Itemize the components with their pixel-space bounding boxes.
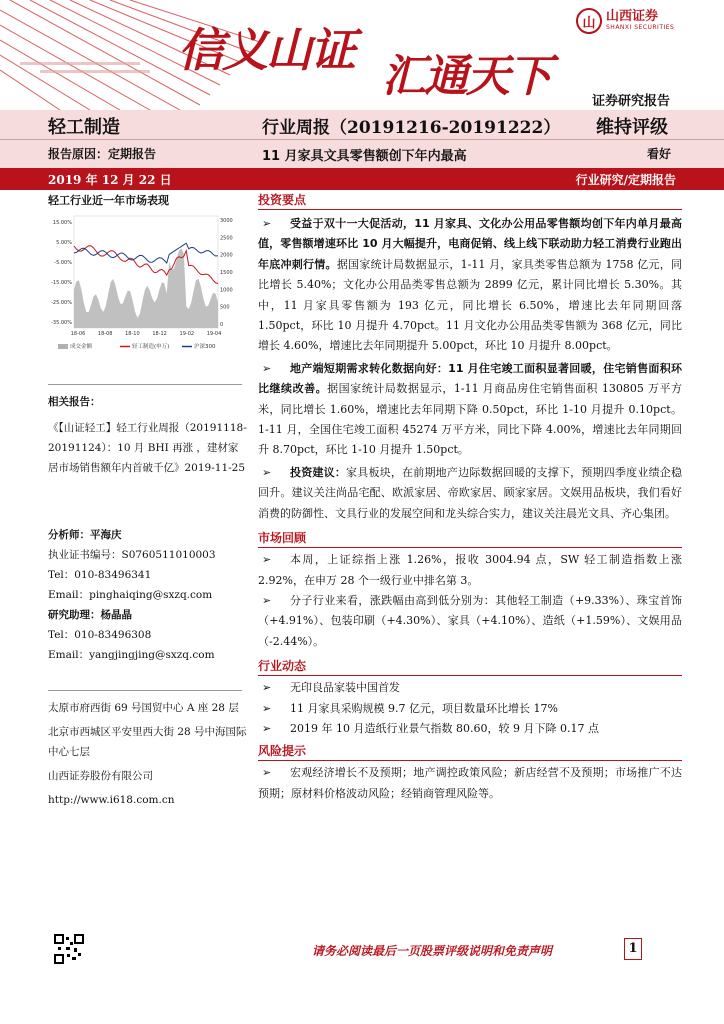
section-investment-highlights: 投资要点	[258, 190, 682, 210]
highlight-2: ➢ 地产端短期需求转化数据向好：11 月住宅竣工面积显著回暖，住宅销售面积环比继续改善。据国家统计局数据显示，1-11 月商品房住宅销售面积 130805 万平方米，同比增长 1.60%，增速比去年同期下降 0.50pct，环比 1-10 月提升 0.10pct。1-11 月，全国住宅竣工面积 45274 万平方米，同比下降 4.00%，增速比去年同期回升 8.70pct，环比 1-10 月提升 1.50pct。	[258, 359, 682, 461]
related-reports	[48, 392, 248, 478]
main-content	[258, 190, 682, 804]
assistant-name: 研究助理：杨晶晶	[48, 609, 132, 621]
market-1: ➢ 本周，上证综指上涨 1.26%，报收 3004.94 点，SW 轻工制造指数上涨 2.92%，在申万 28 个一级行业中排名第 3。	[258, 550, 682, 591]
performance-chart	[48, 210, 242, 360]
address-beijing: 北京市西城区平安里西大街 28 号中海国际中心七层	[48, 726, 247, 758]
company-logo	[576, 8, 674, 34]
header-divider	[0, 139, 724, 140]
report-subtitle: 11 月家具文具零售额创下年内最高	[262, 149, 467, 164]
legend-label: 轻工制造(申万)	[132, 344, 170, 350]
assistant-tel: Tel：010-83496308	[48, 629, 152, 641]
arrow-bullet-icon: ➢	[262, 361, 272, 375]
header-banner	[0, 0, 724, 110]
rating: 维持评级	[596, 117, 668, 138]
qr-code-icon	[54, 934, 84, 964]
analyst-info	[48, 525, 248, 665]
section-risk: 风险提示	[258, 741, 682, 761]
legend-label: 沪深300	[194, 344, 216, 350]
right-tick-label: 1000	[220, 287, 233, 294]
left-tick-label: 15.00%	[52, 220, 72, 226]
right-tick-label: 500	[220, 304, 230, 311]
analyst-email[interactable]: Email：pinghaiqing@sxzq.com	[48, 589, 213, 601]
arrow-bullet-icon: ➢	[262, 701, 272, 715]
x-tick-label: 19-04	[206, 331, 222, 337]
slogan-right: 汇通天下	[382, 51, 550, 102]
left-tick-label: -35.00%	[51, 320, 72, 326]
legend-label: 成交金额	[70, 344, 93, 350]
company-address	[48, 698, 248, 810]
date-bar	[0, 168, 724, 190]
left-divider-2	[48, 690, 242, 691]
chart-title: 轻工行业近一年市场表现	[48, 194, 169, 207]
legend-swatch	[58, 344, 68, 349]
arrow-bullet-icon: ➢	[262, 217, 272, 230]
website-link[interactable]: http://www.i618.com.cn	[48, 794, 175, 806]
arrow-bullet-icon: ➢	[262, 721, 272, 735]
assistant-email[interactable]: Email：yangjingjing@sxzq.com	[48, 649, 215, 661]
sector-title: 轻工制造	[48, 117, 120, 138]
left-tick-label: -25.00%	[51, 300, 72, 306]
right-tick-label: 2500	[220, 235, 233, 242]
news-3: ➢ 2019 年 10 月造纸行业景气指数 80.60，较 9 月下降 0.17 点	[258, 719, 682, 739]
analyst-tel: Tel：010-83496341	[48, 569, 152, 581]
report-category: 行业研究/定期报告	[575, 173, 676, 187]
disclaimer-note: 请务必阅读最后一页股票评级说明和免责声明	[312, 944, 553, 958]
slogan-left: 信义山证	[178, 23, 354, 77]
highlight-3: ➢ 投资建议：家具板块，在前期地产边际数据回暖的支撑下，预期四季度业绩企稳回升。建议关注尚品宅配、欧派家居、帝欧家居、顾家家居。文娱用品板块，我们看好消费的防御性、文具行业的发展空间和龙头综合实力，建议关注晨光文具、齐心集团。	[258, 463, 682, 524]
section-market-review: 市场回顾	[258, 528, 682, 548]
analyst-name: 分析师：平海庆	[48, 529, 122, 541]
market-2: ➢ 分子行业来看，涨跌幅由高到低分别为：其他轻工制造（+9.33%）、珠宝首饰（+4.91%）、包装印刷（+4.30%）、家具（+4.10%）、造纸（+1.59%）、文娱用品（-2.44%）。	[258, 591, 682, 652]
arrow-bullet-icon: ➢	[262, 681, 272, 695]
analyst-cert: 执业证书编号：S0760511010003	[48, 549, 216, 561]
news-2: ➢ 11 月家具采购规模 9.7 亿元，项目数量环比增长 17%	[258, 699, 682, 719]
report-type: 证券研究报告	[592, 94, 671, 109]
news-1: ➢ 无印良品家装中国首发	[258, 678, 682, 698]
left-tick-label: 5.00%	[56, 240, 72, 246]
x-tick-label: 18-06	[70, 331, 86, 337]
arrow-bullet-icon: ➢	[262, 766, 272, 780]
logo-en: SHANXI SECURITIES	[606, 24, 675, 31]
left-tick-label: -5.00%	[54, 260, 72, 266]
company-name: 山西证券股份有限公司	[48, 770, 153, 782]
logo-cn: 山西证券	[606, 9, 659, 24]
report-date: 2019 年 12 月 22 日	[48, 173, 172, 187]
section-industry-news: 行业动态	[258, 656, 682, 676]
right-tick-label: 3000	[220, 218, 233, 224]
logo-icon: 山	[576, 8, 602, 34]
left-tick-label: -15.00%	[51, 280, 72, 286]
report-reason: 报告原因：定期报告	[48, 147, 157, 161]
page-number: 1	[624, 938, 642, 960]
right-tick-label: 2000	[220, 252, 233, 259]
x-tick-label: 18-10	[125, 331, 140, 337]
arrow-bullet-icon: ➢	[262, 553, 272, 567]
risk-1: ➢ 宏观经济增长不及预期；地产调控政策风险；新店经营不及预期；市场推广不达预期；原材料价格波动风险；经销商管理风险等。	[258, 763, 682, 804]
weekly-title: 行业周报（20191216-20191222）	[262, 118, 561, 138]
related-title: 相关报告：	[48, 396, 101, 408]
left-divider	[48, 384, 242, 385]
related-text[interactable]: 《【山证轻工】轻工行业周报（20191118-20191124）：10 月 BHI 再涨 ，建材家居市场销售额年内首破千亿》2019-11-25	[48, 422, 247, 474]
highlight-1: ➢ 受益于双十一大促活动，11 月家具、文化办公用品零售额均创下年内单月最高值，零售额增速环比 10 月大幅提升，电商促销、线上线下联动助力轻工消费行业跑出年底冲刺行情。据国家统计局数据显示，1-11 月，家具类零售总额为 1758 亿元，同比增长 5.40%；文化办公用品类零售总额为 2899 亿元，累计同比增长 5.30%。其中，11 月家具零售额为 193 亿元，同比增长 6.50%，增速比去年同期回落 1.50pct，环比 10 月提升 4.70pct。11 月文化办公用品类零售额为 368 亿元，同比增长 4.60%，增速比去年同期提升 5.00pct，环比 10 月提升 8.00pct。	[258, 214, 682, 357]
arrow-bullet-icon: ➢	[262, 593, 272, 607]
arrow-bullet-icon: ➢	[262, 465, 272, 479]
market-performance	[48, 192, 242, 350]
right-tick-label: 0	[220, 322, 224, 328]
x-tick-label: 19-02	[179, 331, 195, 337]
outlook: 看好	[647, 147, 672, 161]
x-tick-label: 18-12	[152, 331, 167, 337]
x-tick-label: 18-08	[97, 331, 113, 337]
right-tick-label: 1500	[220, 270, 233, 276]
address-taiyuan: 太原市府西街 69 号国贸中心 A 座 28 层	[48, 702, 239, 714]
